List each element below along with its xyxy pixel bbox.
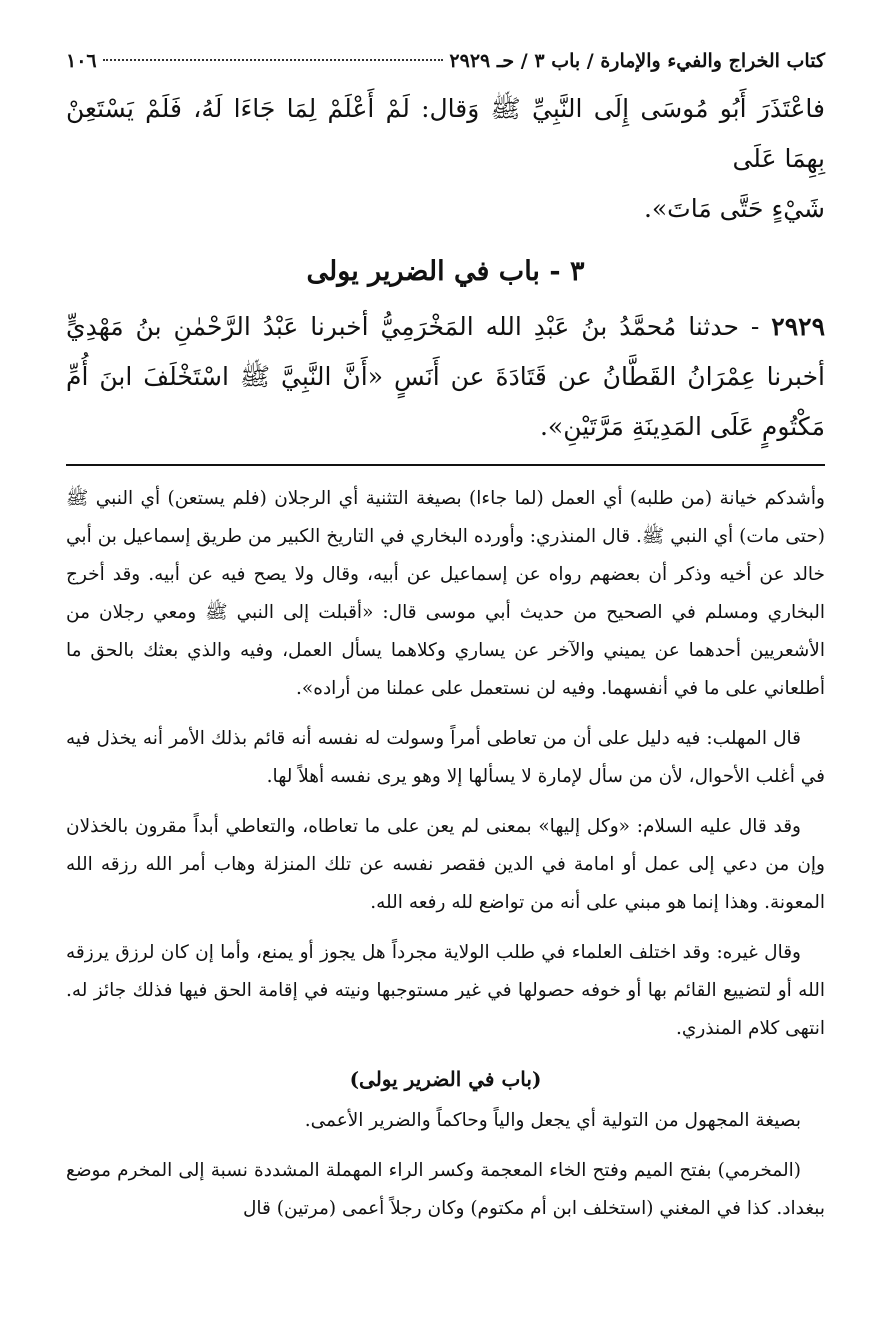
hadith-number: ٢٩٢٩ xyxy=(771,312,825,341)
running-title: كتاب الخراج والفيء والإمارة / باب ٣ / حـ ٢٩٢٩ xyxy=(449,50,825,72)
commentary-paragraph: وأشدكم خيانة (من طلبه) أي العمل (لما جاءا) بصيغة التثنية أي الرجلان (فلم يستعن) أي النبي ﷺ (حتى مات) أي النبي ﷺ. قال المنذري: وأورده البخاري في التاريخ الكبير من طريق إسماعيل بن أبي خالد عن أخيه وذكر أن بعضهم رواه عن إسماعيل عن أبيه، وقال ولا يصح فيه عن أبيه. وقد أخرج البخاري ومسلم في الصحيح من حديث أبي موسى قال: «أقبلت إلى النبي ﷺ ومعي رجلان من الأشعريين أحدهما عن يميني والآخر عن يساري وكلاهما يسأل العمل، وفيه والذي بعثك بالحق ما أطلعاني على ما في أنفسهما. وفيه لن نستعمل على عملنا من أراده». xyxy=(66,488,825,699)
chapter-title: ٣ - باب في الضرير يولى xyxy=(306,256,585,287)
commentary-paragraph: وقال غيره: وقد اختلف العلماء في طلب الولاية مجرداً هل يجوز أو يمنع، وأما إن كان لرزق يرزقه الله أو لتضييع القائم بها أو خوفه حصولها في غير مستوجبها ونيته في إقامة الحق فيها فذلك جائز له. انتهى كلام المنذري. xyxy=(66,942,825,1039)
header-dot-leader xyxy=(103,59,444,61)
commentary-paragraph: (المخرمي) بفتح الميم وفتح الخاء المعجمة وكسر الراء المهملة المشددة نسبة إلى المخرم موضع ببغداد. كذا في المغني (استخلف ابن أم مكتوم) وكان رجلاً أعمى (مرتين) قال xyxy=(66,1160,825,1219)
hadith-2929 xyxy=(66,302,825,452)
commentary-paragraph: قال المهلب: فيه دليل على أن من تعاطى أمراً وسولت له نفسه أنه قائم بذلك الأمر أنه يخذل فيه في أغلب الأحوال، لأن من سأل لإمارة لا يسألها إلا وهو يرى نفسه أهلاً لها. xyxy=(66,728,825,787)
commentary-paragraph: وقد قال عليه السلام: «وكل إليها» بمعنى لم يعن على ما تعاطاه، والتعاطي أبداً مقرون بالخذلان وإن من دعي إلى عمل أو امامة في الدين فقصر نفسه عن تلك المنزلة وهاب أمر الله رزقه الله المعونة. وهذا إنما هو مبني على أنه من تواضع لله رفعه الله. xyxy=(66,816,825,913)
page-header xyxy=(66,50,825,84)
hadith-text: - حدثنا مُحمَّدُ بنُ عَبْدِ الله المَخْرَمِيُّ أخبرنا عَبْدُ الرَّحْمٰنِ بنُ مَهْدِيٍّ أخبرنا عِمْرَانُ القَطَّانُ عن قَتَادَةَ عن أَنَسٍ «أَنَّ النَّبِيَّ ﷺ اسْتَخْلَفَ ابنَ أُمِّ مَكْتُومٍ عَلَى المَدِينَةِ مَرَّتَيْنِ». xyxy=(66,312,825,441)
commentary-divider xyxy=(66,464,825,466)
hadith-text-paragraph xyxy=(66,302,825,452)
hadith-line: فاعْتَذَرَ أَبُو مُوسَى إِلَى النَّبِيِّ ﷺ وَقال: لَمْ أَعْلَمْ لِمَا جَاءَا لَهُ، فَلَمْ يَسْتَعِنْ بِهِمَا عَلَى xyxy=(66,94,825,173)
previous-hadith-ending xyxy=(66,84,825,234)
commentary-sub-heading: (باب في الضرير يولى) xyxy=(349,1067,542,1091)
hadith-line: شَيْءٍ حَتَّى مَاتَ». xyxy=(643,194,825,223)
commentary-paragraph: بصيغة المجهول من التولية أي يجعل والياً وحاكماً والضرير الأعمى. xyxy=(304,1110,801,1131)
page-number: ١٠٦ xyxy=(66,50,97,72)
commentary xyxy=(66,480,825,1228)
